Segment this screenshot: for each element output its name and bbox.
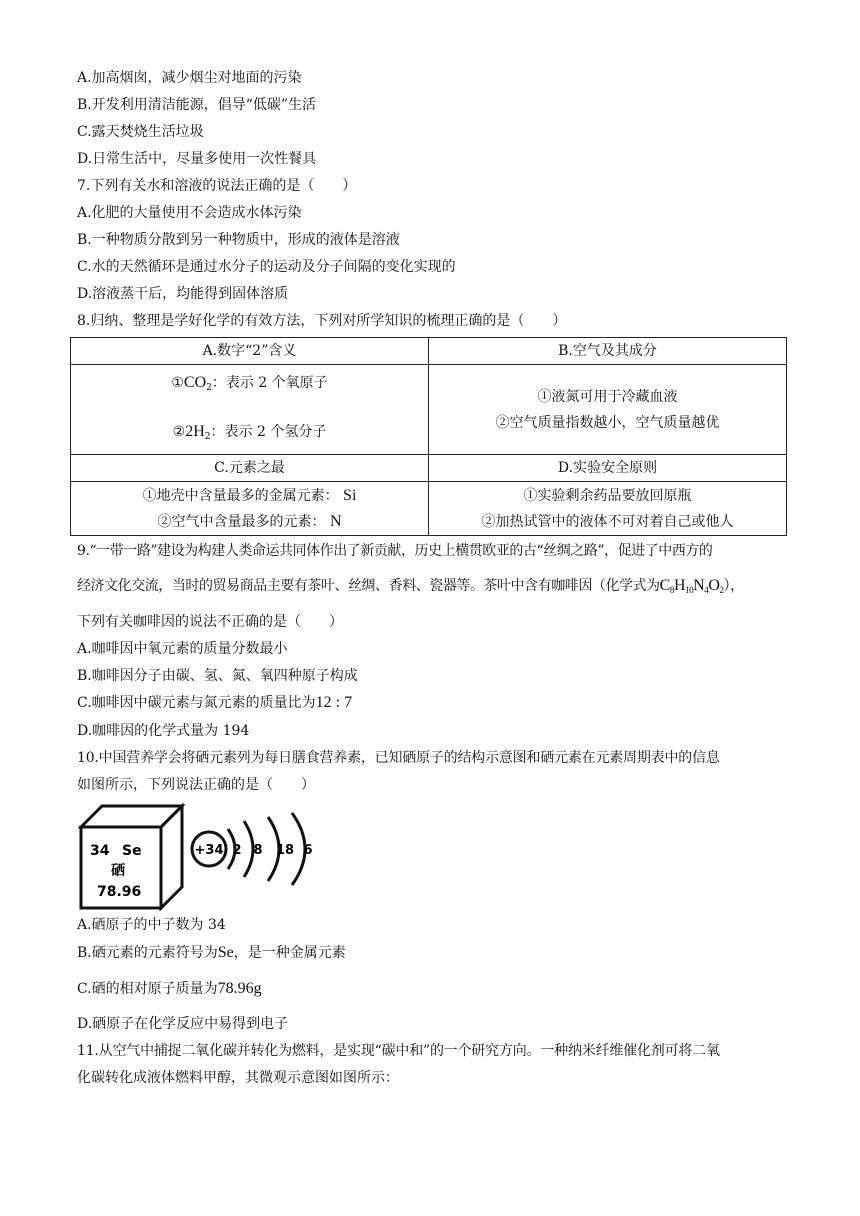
co2-subscript: 2 xyxy=(206,382,212,393)
atomic-number: 34 xyxy=(90,843,110,859)
table-header-d: D.实验安全原则 xyxy=(429,455,787,482)
table-cell-b xyxy=(429,365,787,455)
table-cell-a xyxy=(71,365,429,455)
q9-option-a: A.咖啡因中氧元素的质量分数最小 xyxy=(77,641,288,657)
table-cell-d xyxy=(429,482,787,536)
q10-option-d: D.硒原子在化学反应中易得到电子 xyxy=(77,1016,289,1032)
q9-option-c: C.咖啡因中碳元素与氮元素的质量比为12 : 7 xyxy=(77,694,353,711)
cell-d-item1: ①实验剩余药品要放回原瓶 xyxy=(523,487,692,504)
cell-b-item1: ①液氮可用于冷藏血液 xyxy=(537,388,678,405)
shell-1-count: 2 xyxy=(232,843,242,858)
q6-option-c: C.露天焚烧生活垃圾 xyxy=(77,124,204,140)
q9-line2-text: 经济文化交流，当时的贸易商品主要有茶叶、丝绸、香料、瓷器等。茶叶中含有咖啡因（化学式为 xyxy=(77,578,660,594)
q10-line2: 如图所示，下列说法正确的是（ ） xyxy=(77,777,315,793)
q10-option-b: B.硒元素的元素符号为Se，是一种金属元素 xyxy=(77,944,346,961)
h2-subscript: 2 xyxy=(204,431,211,442)
cell-a-item2-num: ② xyxy=(172,423,186,440)
h2-formula: 2H xyxy=(185,422,205,440)
q9-line2: 经济文化交流，当时的贸易商品主要有茶叶、丝绸、香料、瓷器等。茶叶中含有咖啡因（化学式为$C_8H_{10}N_4O_2$）， xyxy=(77,577,744,595)
cell-c-item1: ①地壳中含量最多的金属元素： xyxy=(142,487,339,504)
knowledge-table xyxy=(70,337,787,536)
cell-d-item2: ②加热试管中的液体不可对着自己或他人 xyxy=(481,513,734,530)
q7-option-d: D.溶液蒸干后，均能得到固体溶质 xyxy=(77,286,289,302)
cell-a-item1-num: ① xyxy=(171,374,184,391)
relative-mass: 78.96g xyxy=(217,980,262,997)
q7-option-b: B.一种物质分散到另一种物质中，形成的液体是溶液 xyxy=(77,232,400,248)
table-header-b: B.空气及其成分 xyxy=(429,338,787,365)
selenium-figure xyxy=(78,803,318,911)
co2-formula: CO xyxy=(183,373,207,391)
table-cell-c xyxy=(71,482,429,536)
q6-option-d: D.日常生活中，尽量多使用一次性餐具 xyxy=(77,151,317,167)
table-header-a: A.数字“2”含义 xyxy=(71,338,429,365)
q9-option-d: D.咖啡因的化学式量为 194 xyxy=(77,723,250,739)
q10-option-c: C.硒的相对原子质量为78.96g xyxy=(77,980,262,997)
mass-ratio: 12 : 7 xyxy=(315,694,353,711)
cell-a-item2-text: ：表示 2 个氢分子 xyxy=(210,423,327,440)
element-name: 硒 xyxy=(111,863,125,879)
q9-line1: 9.“一带一路”建设为构建人类命运共同体作出了新贡献，历史上横贯欧亚的古“丝绸之路”，促进了中西方的 xyxy=(77,543,713,559)
q6-option-a: A.加高烟囱，减少烟尘对地面的污染 xyxy=(77,70,302,86)
q9-option-b: B.咖啡因分子由碳、氢、氮、氧四种原子构成 xyxy=(77,668,358,684)
cell-b-item2: ②空气质量指数越小，空气质量越优 xyxy=(495,414,720,431)
n-symbol: N xyxy=(329,512,342,530)
shell-4-count: 6 xyxy=(303,843,313,858)
atomic-mass: 78.96 xyxy=(97,884,142,900)
q7-stem: 7.下列有关水和溶液的说法正确的是（ ） xyxy=(77,178,357,194)
cell-a-item1-text: ：表示 2 个氧原子 xyxy=(211,374,328,391)
se-symbol: Se xyxy=(217,944,234,961)
q11-line1: 11.从空气中捕捉二氧化碳并转化为燃料，是实现“碳中和”的一个研究方向。一种纳米纤维催化剂可将二氧 xyxy=(77,1043,720,1059)
nucleus-charge: +34 xyxy=(194,843,224,858)
q6-option-b: B.开发利用清洁能源，倡导“低碳”生活 xyxy=(77,97,317,113)
q11-line2: 化碳转化成液体燃料甲醇，其微观示意图如图所示： xyxy=(77,1070,399,1086)
shell-3-count: 18 xyxy=(275,843,295,858)
cell-c-item2: ②空气中含量最多的元素： xyxy=(157,513,326,530)
q8-stem: 8.归纳、整理是学好化学的有效方法，下列对所学知识的梳理正确的是（ ） xyxy=(77,313,567,329)
q9-line3: 下列有关咖啡因的说法不正确的是（ ） xyxy=(77,614,343,630)
si-symbol: Si xyxy=(343,486,357,504)
table-header-c: C.元素之最 xyxy=(71,455,429,482)
q7-option-a: A.化肥的大量使用不会造成水体污染 xyxy=(77,205,302,221)
shell-2-count: 8 xyxy=(253,843,263,858)
q7-option-c: C.水的天然循环是通过水分子的运动及分子间隔的变化实现的 xyxy=(77,259,456,275)
caffeine-formula: $C_8H_{10}N_4O_2$ xyxy=(659,577,724,595)
q10-option-a: A.硒原子的中子数为 34 xyxy=(77,917,226,933)
element-symbol: Se xyxy=(122,843,142,859)
q10-line1: 10.中国营养学会将硒元素列为每日膳食营养素，已知硒原子的结构示意图和硒元素在元素周期表中的信息 xyxy=(77,750,720,766)
